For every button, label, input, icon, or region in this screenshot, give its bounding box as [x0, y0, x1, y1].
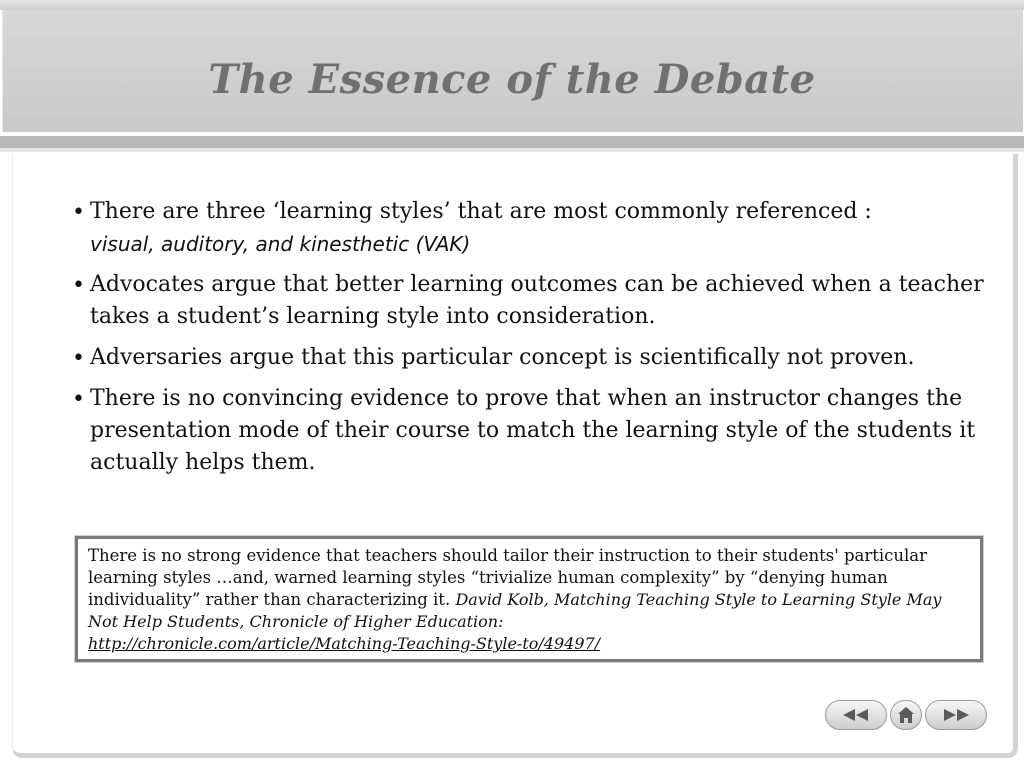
- header-rule-highlight: [0, 132, 1024, 135]
- bullet-dot-icon: •: [72, 200, 85, 225]
- bullet-item: [64, 383, 1014, 479]
- bullet-text: There is no convincing evidence to prove that when an instructor changes the presentation mode of their course to match the learning style of the students it actually helps them.: [90, 386, 976, 475]
- bullet-dot-icon: •: [72, 387, 85, 412]
- bullet-item: [64, 269, 1014, 333]
- bullet-item: [64, 342, 1014, 374]
- quote-source-link[interactable]: http://chronicle.com/article/Matching-Teaching-Style-to/49497/: [88, 634, 601, 653]
- fast-forward-icon: [941, 708, 971, 722]
- home-icon: [897, 706, 915, 724]
- bullet-list: [64, 196, 1014, 488]
- bullet-text: Advocates argue that better learning outcomes can be achieved when a teacher takes a student’s learning style into consideration.: [90, 272, 984, 329]
- previous-slide-button[interactable]: [825, 700, 887, 730]
- header-rule-shadow: [0, 148, 1024, 152]
- next-slide-button[interactable]: [925, 700, 987, 730]
- quote-body: There is no strong evidence that teachers should tailor their instruction to their students' particular learning styles …and, warned learning styles “trivialize human complexity” by “denying human individuality” rather than characterizing it.: [88, 546, 928, 609]
- bullet-dot-icon: •: [72, 273, 85, 298]
- bullet-item: [64, 196, 1014, 260]
- bullet-dot-icon: •: [72, 346, 85, 371]
- top-strip: [0, 0, 1024, 10]
- rewind-icon: [841, 708, 871, 722]
- header-rule: [0, 136, 1024, 148]
- quote-citation: David Kolb, Matching Teaching Style to Learning Style May Not Help Students, Chronicle of Higher Education:: [88, 590, 942, 631]
- home-button[interactable]: [890, 700, 922, 730]
- bullet-text: There are three ‘learning styles’ that are most commonly referenced :: [90, 199, 872, 224]
- slide-title: The Essence of the Debate: [208, 56, 816, 103]
- quote-box: [75, 536, 983, 662]
- bullet-text: Adversaries argue that this particular concept is scientifically not proven.: [90, 345, 915, 370]
- bullet-subtext: visual, auditory, and kinesthetic (VAK): [90, 232, 471, 256]
